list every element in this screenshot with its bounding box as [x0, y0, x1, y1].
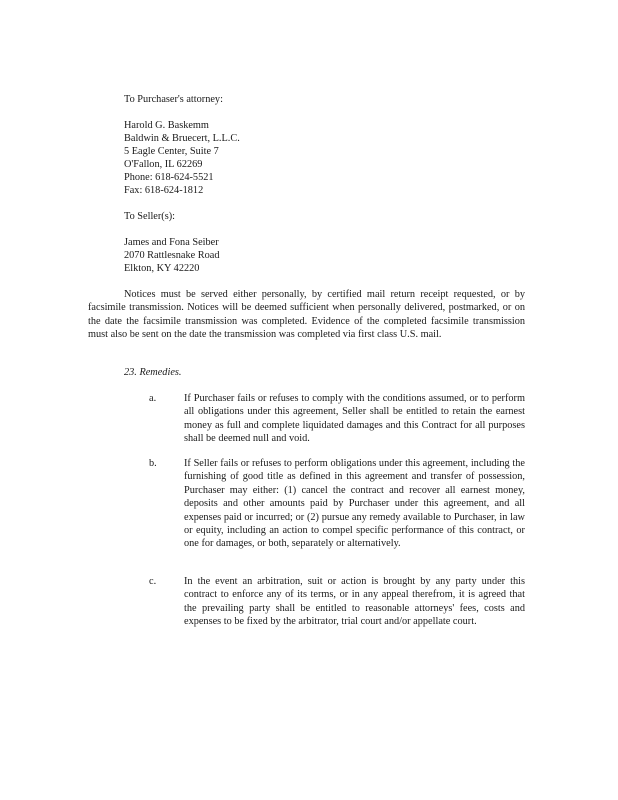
attorney-firm: Baldwin & Bruecert, L.L.C. — [124, 133, 240, 144]
attorney-phone: Phone: 618-624-5521 — [124, 172, 214, 183]
attorney-fax: Fax: 618-624-1812 — [124, 185, 204, 196]
remedy-b-text: If Seller fails or refuses to perform obligations under this agreement, including the furnishing of good title as defined in this agreement and transfer of possession, Purchaser may either: (1) cancel the contract and recover all earnest money, deposits and other amounts paid by Purchaser under this agreement, and all expenses paid or incurred; or (2) pursue any remedy available to Purchaser, in law or equity, including an action to compel specific performance of this contract, or one for damages, or both, separately or alternatively. — [184, 458, 525, 550]
seller-heading: To Seller(s): — [124, 211, 176, 222]
remedy-c-label: c. — [149, 576, 157, 587]
remedy-a-label: a. — [149, 393, 157, 404]
purchaser-attorney-heading: To Purchaser's attorney: — [124, 94, 223, 105]
remedy-a-text: If Purchaser fails or refuses to comply with the conditions assumed, or to perform all obligations under this agreement, Seller shall be entitled to retain the earnest money as full and complete liquidated damages and this Contract for all purposes shall be deemed null and void. — [184, 393, 525, 445]
seller-city: Elkton, KY 42220 — [124, 263, 200, 274]
seller-address: 2070 Rattlesnake Road — [124, 250, 220, 261]
attorney-address: 5 Eagle Center, Suite 7 — [124, 146, 219, 157]
notices-paragraph: Notices must be served either personally, by certified mail return receipt requested, or by facsimile transmission. Notices will be deemed sufficient when personally delivered, postmarked, or on the date the facsimile transmission was completed. Evidence of the completed facsimile transmission must also be sent on the date the transmission was completed via first class U.S. mail. — [88, 289, 525, 341]
attorney-city: O'Fallon, IL 62269 — [124, 159, 203, 170]
remedy-b-label: b. — [149, 458, 157, 469]
remedy-c-text: In the event an arbitration, suit or action is brought by any party under this contract to enforce any of its terms, or in any appeal therefrom, it is agreed that the prevailing party shall be entitled to reasonable attorneys' fees, costs and expenses to be fixed by the arbitrator, trial court and/or appellate court. — [184, 576, 525, 628]
remedies-heading: 23. Remedies. — [124, 367, 182, 378]
attorney-name: Harold G. Baskemm — [124, 120, 209, 131]
seller-name: James and Fona Seiber — [124, 237, 219, 248]
